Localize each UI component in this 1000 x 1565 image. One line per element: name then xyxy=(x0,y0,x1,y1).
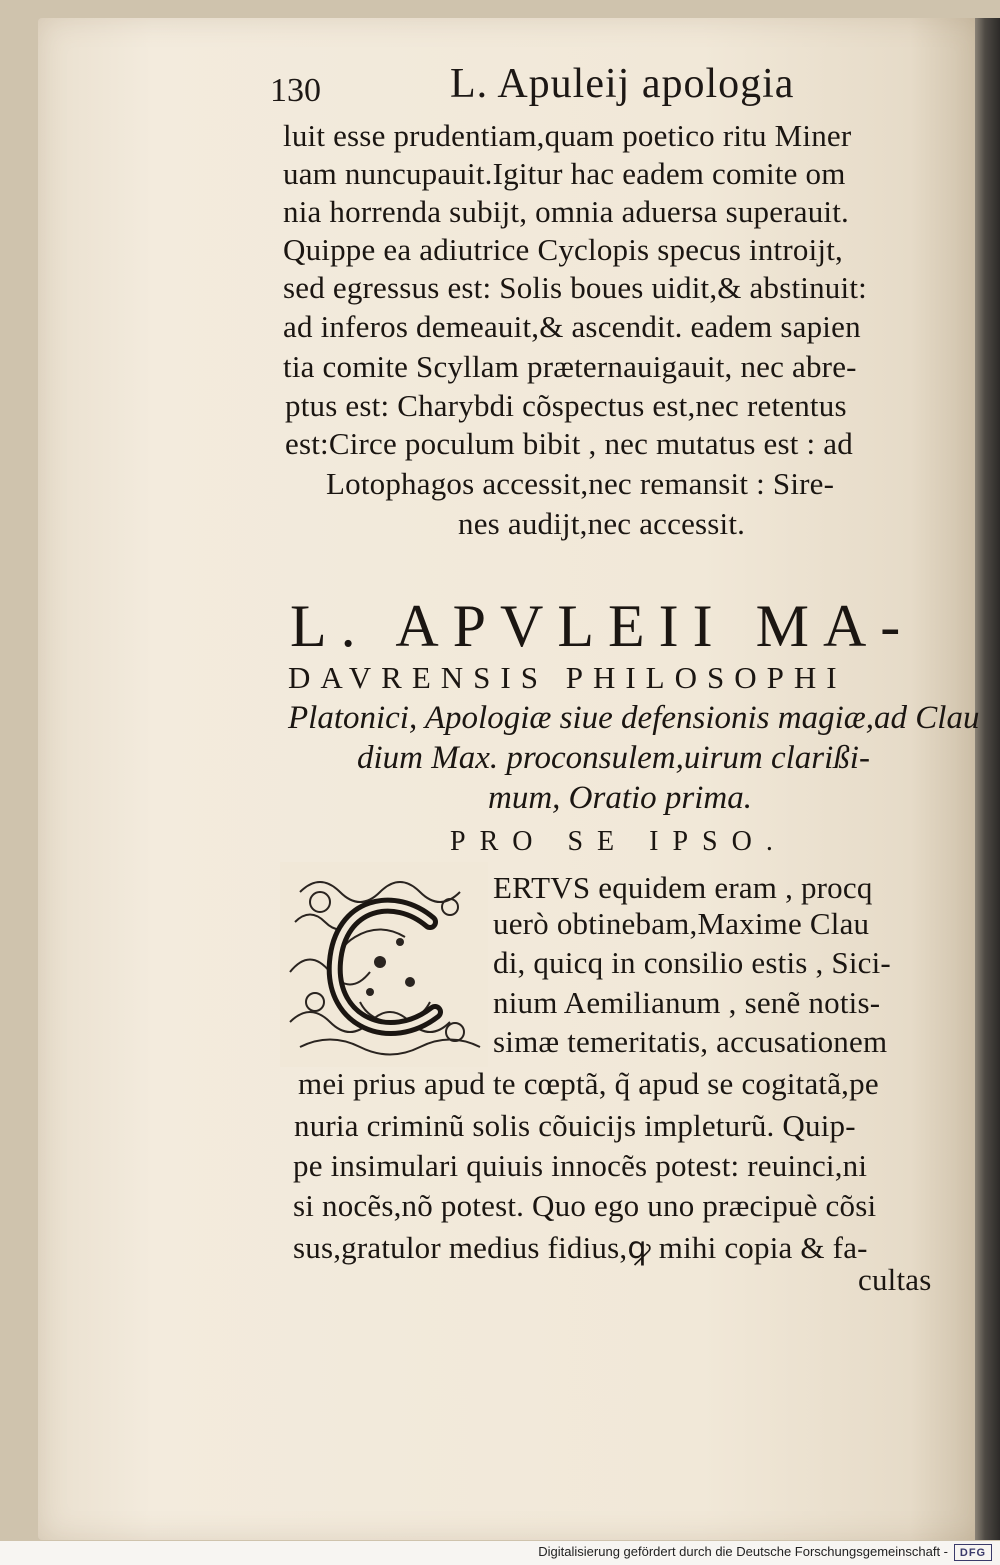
text-line: sus,gratulor medius fidius,ꝙ mihi copia & fa- xyxy=(293,1230,868,1265)
title-line-2: DAVRENSIS PHILOSOPHI xyxy=(288,660,847,695)
catchword: cultas xyxy=(858,1262,932,1297)
subtitle: PRO SE IPSO. xyxy=(450,826,787,857)
dfg-logo-icon xyxy=(954,1544,992,1561)
text-line: simӕ temeritatis, accusationem xyxy=(493,1024,888,1059)
dfg-logo-text: DFG xyxy=(959,1547,987,1559)
text-line: pe insimulari quiuis innocẽs potest: reuinci,ni xyxy=(293,1148,868,1183)
text-line: ERTVS equidem eram , procq xyxy=(493,870,873,905)
title-line-4: dium Max. proconsulem,uirum clarißi- xyxy=(357,740,870,776)
page-header xyxy=(270,60,910,120)
running-title: L. Apuleij apologia xyxy=(450,61,795,107)
text-line: ptus est: Charybdi cõspectus est,nec retentus xyxy=(285,388,847,423)
text-line: luit esse prudentiam,quam poetico ritu Miner xyxy=(283,118,852,153)
title-line-3: Platonici, Apologiӕ siue defensionis magiӕ,ad Clau xyxy=(288,700,980,736)
title-line-1: L. APVLEII MA- xyxy=(290,593,915,659)
page-edge xyxy=(975,18,1000,1540)
page-number: 130 xyxy=(270,72,321,109)
text-line: nia horrenda subijt, omnia aduersa superauit. xyxy=(283,194,849,229)
text-line: Quippe ea adiutrice Cyclopis specus introijt, xyxy=(283,232,843,267)
decorated-initial-c-icon xyxy=(280,862,488,1067)
title-line-5: mum, Oratio prima. xyxy=(488,780,753,816)
footer-credit: Digitalisierung gefördert durch die Deutsche Forschungsgemeinschaft - xyxy=(538,1544,948,1559)
digitization-footer xyxy=(0,1541,1000,1565)
text-line: Lotophagos accessit,nec remansit : Sire- xyxy=(326,466,835,501)
text-line: ad inferos demeauit,& ascendit. eadem sapien xyxy=(283,309,861,344)
text-line: uam nuncupauit.Igitur hac eadem comite om xyxy=(283,156,846,191)
text-line: nuria criminũ solis cõuicijs impleturũ. Quip- xyxy=(294,1108,856,1143)
text-line: di, quicq in consilio estis , Sici- xyxy=(493,945,891,980)
text-line: mei prius apud te cœptã, q̃ apud se cogitatã,pe xyxy=(298,1066,879,1101)
text-line: uerò obtinebam,Maxime Clau xyxy=(493,906,870,941)
text-line: nes audijt,nec accessit. xyxy=(458,506,746,541)
text-line: tia comite Scyllam prӕternauigauit, nec abre- xyxy=(283,349,857,384)
text-line: est:Circe poculum bibit , nec mutatus est : ad xyxy=(285,426,853,461)
text-line: si nocẽs,nõ potest. Quo ego uno prӕcipuè cõsi xyxy=(293,1188,877,1223)
decorated-initial-icon xyxy=(280,862,488,1067)
text-line: sed egressus est: Solis boues uidit,& abstinuit: xyxy=(283,270,867,305)
text-line: nium Aemilianum , senẽ notis- xyxy=(493,985,881,1020)
